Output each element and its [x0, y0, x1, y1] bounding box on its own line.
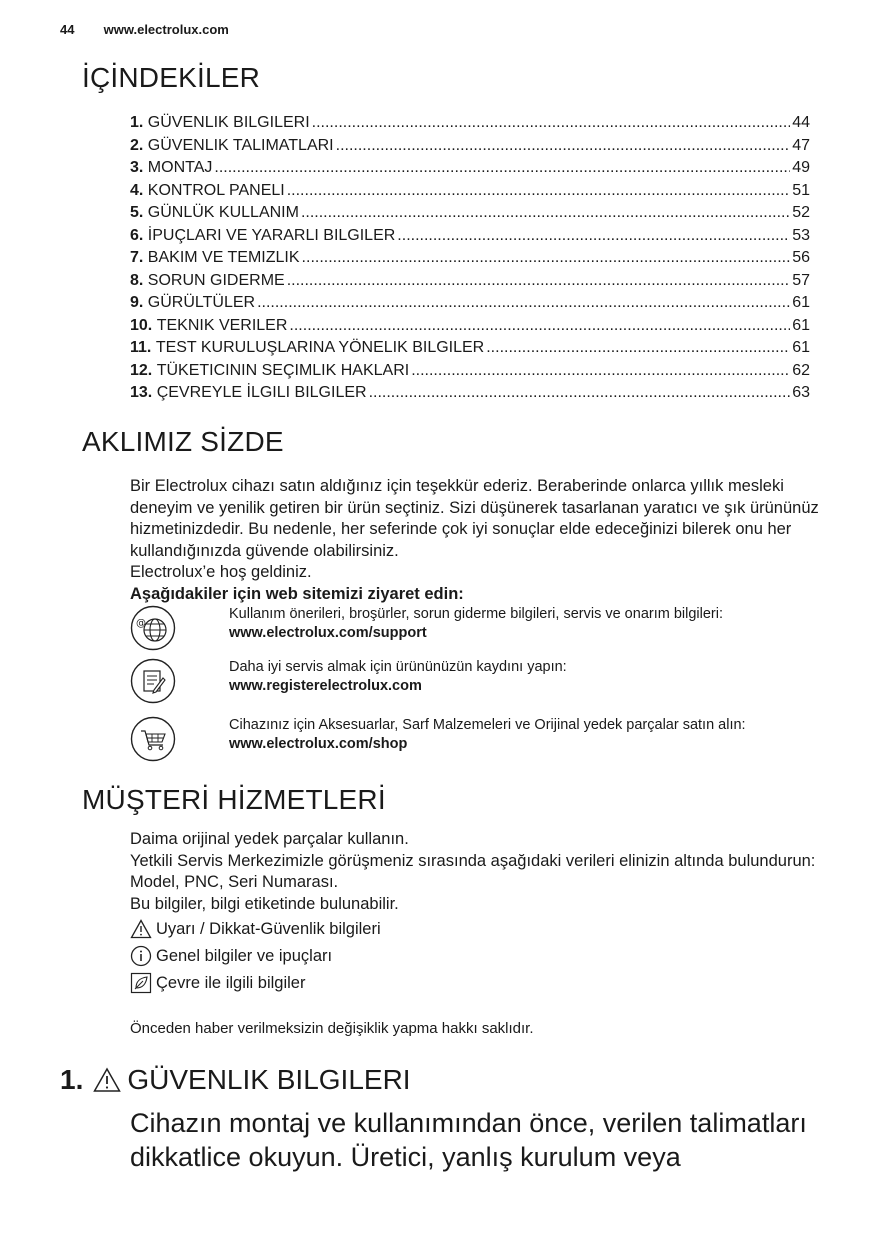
toc-item-label: MONTAJ	[147, 159, 213, 176]
toc-item-label: GÜVENLIK BILGILERI	[147, 114, 310, 131]
toc-item[interactable]	[130, 180, 810, 203]
legend-environment	[130, 971, 305, 995]
toc-item-number: 4.	[130, 181, 144, 199]
toc-item-label: GÜRÜLTÜLER	[147, 294, 256, 311]
support-link-text: Kullanım önerileri, broşürler, sorun giderme bilgileri, servis ve onarım bilgileri:	[229, 606, 723, 622]
toc-item-number: 12.	[130, 361, 153, 379]
toc-item-page: 49	[792, 159, 810, 176]
toc-item-number: 10.	[130, 316, 153, 334]
legend-info	[130, 944, 332, 968]
warning-icon	[130, 919, 152, 939]
svg-text:@: @	[136, 618, 146, 629]
globe-icon	[130, 605, 176, 651]
toc-item-label: İPUÇLARI VE YARARLI BILGILER	[147, 226, 396, 244]
toc-item-page: 57	[792, 271, 810, 289]
shop-link-url[interactable]: www.electrolux.com/shop	[229, 736, 408, 752]
toc-leader-dots	[397, 225, 790, 248]
toc-leader-dots	[336, 135, 791, 158]
toc-item[interactable]	[130, 225, 810, 248]
toc-leader-dots	[257, 292, 790, 315]
table-of-contents	[130, 112, 810, 405]
toc-item[interactable]	[130, 382, 810, 405]
service-paragraph	[130, 829, 820, 915]
toc-leader-dots	[312, 112, 791, 135]
welcome-text: Electrolux’e hoş geldiniz.	[130, 563, 312, 581]
safety-intro: Cihazın montaj ve kullanımından önce, verilen talimatları dikkatlice okuyun. Üretici, yanlış kurulum veya	[130, 1108, 807, 1172]
toc-item-number: 9.	[130, 294, 144, 311]
info-icon	[130, 945, 152, 967]
service-line-3: Bu bilgiler, bilgi etiketinde bulunabilir.	[130, 894, 399, 913]
register-icon	[130, 658, 176, 704]
toc-item[interactable]	[130, 135, 810, 158]
toc-item-label: KONTROL PANELI	[147, 181, 285, 199]
toc-item-number: 11.	[130, 339, 152, 356]
page-header	[60, 22, 229, 37]
toc-item-number: 1.	[130, 114, 144, 131]
page-number: 44	[60, 22, 75, 37]
support-link-row[interactable]	[130, 605, 820, 655]
toc-item[interactable]	[130, 247, 810, 270]
toc-item[interactable]	[130, 292, 810, 315]
toc-item-label: ÇEVREYLE İLGILI BILGILER	[156, 384, 367, 401]
support-link-url[interactable]: www.electrolux.com/support	[229, 625, 427, 641]
toc-item-number: 3.	[130, 159, 144, 176]
about-paragraph	[130, 476, 820, 605]
toc-item-page: 63	[792, 384, 810, 401]
toc-item-label: TEST KURULUŞLARINA YÖNELIK BILGILER	[155, 339, 485, 356]
service-line-2: Yetkili Servis Merkezimizle görüşmeniz sırasında aşağıdaki verileri elinizin altında bulundurun: Model, PNC, Seri Numarası.	[130, 851, 816, 891]
toc-item-page: 61	[792, 339, 810, 356]
toc-item[interactable]	[130, 337, 810, 360]
about-text: Bir Electrolux cihazı satın aldığınız için teşekkür ederiz. Beraberinde onlarca yıllık mesleki deneyim ve yenilik getiren bir ürün seçtiniz. Sizi düşünerek tasarlanan yaratıcı ve şık ürününüz hizmetinizdedir. Bu nedenle, her seferinde çok iyi sonuçlar elde edeceğinizi bilerek onu her kullandığınızda güvende olabilirsiniz.	[130, 477, 819, 560]
toc-item-page: 52	[792, 204, 810, 221]
toc-item[interactable]	[130, 112, 810, 135]
toc-item[interactable]	[130, 270, 810, 293]
register-link-row[interactable]	[130, 658, 820, 708]
toc-item-number: 5.	[130, 204, 144, 221]
service-title: MÜŞTERİ HİZMETLERİ	[82, 784, 386, 815]
visit-label: Aşağıdakiler için web sitemizi ziyaret edin:	[130, 584, 464, 603]
leaf-icon	[130, 972, 152, 994]
toc-item-label: TEKNIK VERILER	[156, 316, 288, 334]
toc-leader-dots	[486, 337, 790, 360]
legend-warning-text: Uyarı / Dikkat-Güvenlik bilgileri	[156, 919, 381, 938]
toc-item-page: 61	[792, 294, 810, 311]
about-title: AKLIMIZ SİZDE	[82, 426, 284, 457]
toc-item-number: 2.	[130, 136, 144, 154]
register-link-url[interactable]: www.registerelectrolux.com	[229, 678, 422, 694]
toc-item-number: 8.	[130, 271, 144, 289]
toc-leader-dots	[302, 247, 791, 270]
toc-leader-dots	[287, 180, 790, 203]
toc-leader-dots	[287, 270, 791, 293]
toc-title: İÇİNDEKİLER	[82, 62, 261, 93]
toc-item-label: TÜKETICININ SEÇIMLIK HAKLARI	[156, 361, 410, 379]
website-link[interactable]: www.electrolux.com	[103, 22, 229, 37]
toc-item-label: BAKIM VE TEMIZLIK	[147, 249, 300, 266]
safety-title-text: GÜVENLIK BILGILERI	[127, 1064, 411, 1095]
toc-item-label: GÜNLÜK KULLANIM	[147, 204, 299, 221]
toc-item[interactable]	[130, 157, 810, 180]
safety-number: 1.	[60, 1064, 84, 1095]
toc-item-label: GÜVENLIK TALIMATLARI	[147, 136, 334, 154]
shop-link-row[interactable]	[130, 716, 820, 766]
shop-link-text: Cihazınız için Aksesuarlar, Sarf Malzemeleri ve Orijinal yedek parçalar satın alın:	[229, 717, 746, 733]
toc-item-number: 6.	[130, 226, 144, 244]
change-notice: Önceden haber verilmeksizin değişiklik yapma hakkı saklıdır.	[130, 1020, 534, 1037]
toc-item-page: 51	[792, 181, 810, 199]
toc-item-page: 53	[792, 226, 810, 244]
toc-item-number: 13.	[130, 384, 153, 401]
toc-leader-dots	[301, 202, 790, 225]
warning-icon	[93, 1067, 121, 1093]
legend-info-text: Genel bilgiler ve ipuçları	[156, 946, 333, 965]
toc-item[interactable]	[130, 360, 810, 383]
safety-title	[60, 1064, 411, 1096]
toc-item[interactable]	[130, 315, 810, 338]
toc-item-page: 47	[792, 136, 810, 154]
cart-icon	[130, 716, 176, 762]
service-line-1: Daima orijinal yedek parçalar kullanın.	[130, 830, 409, 848]
toc-item-number: 7.	[130, 249, 144, 266]
register-link-text: Daha iyi servis almak için ürününüzün kaydını yapın:	[229, 659, 567, 675]
toc-item-page: 44	[792, 114, 810, 131]
toc-leader-dots	[369, 382, 791, 405]
toc-leader-dots	[411, 360, 790, 383]
legend-environment-text: Çevre ile ilgili bilgiler	[156, 973, 306, 992]
toc-item-page: 62	[792, 361, 810, 379]
toc-leader-dots	[289, 315, 790, 338]
toc-item[interactable]	[130, 202, 810, 225]
toc-leader-dots	[214, 157, 790, 180]
legend-warning	[130, 917, 381, 941]
toc-item-page: 61	[792, 316, 810, 334]
toc-item-page: 56	[792, 249, 810, 266]
toc-item-label: SORUN GIDERME	[147, 271, 285, 289]
